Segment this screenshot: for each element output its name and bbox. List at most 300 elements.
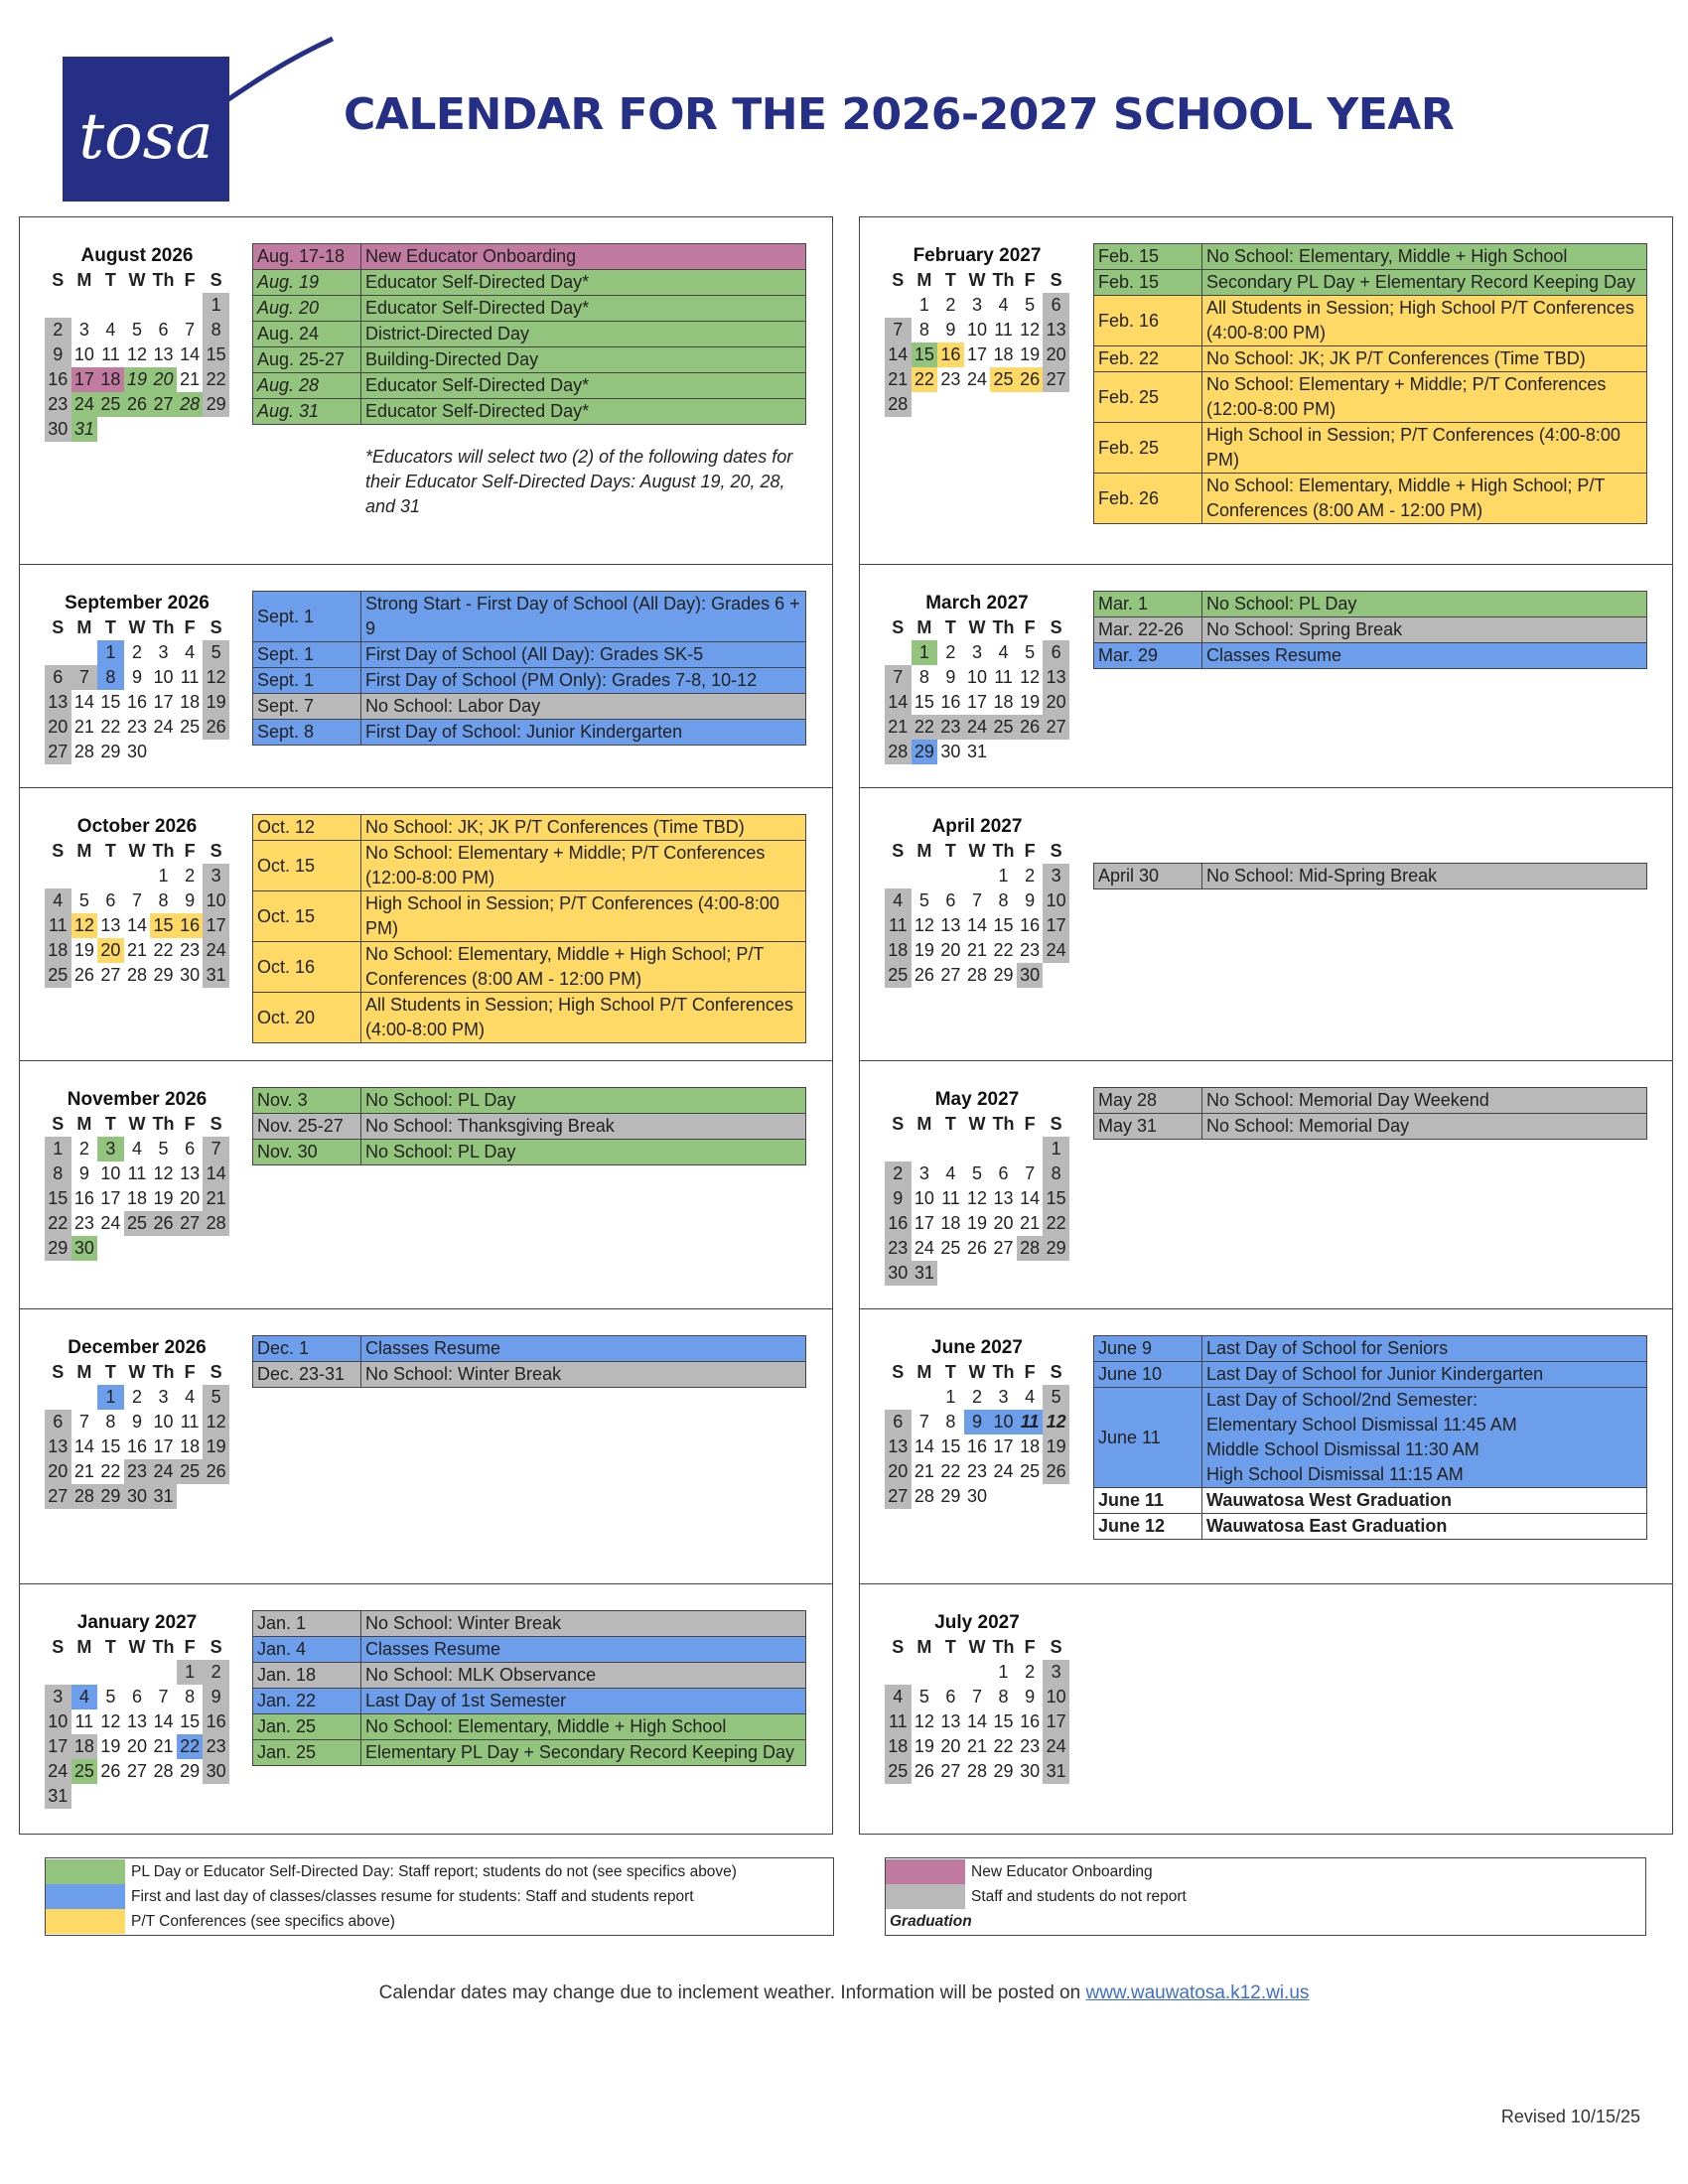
calendar-day: 7 [885,318,912,342]
event-date: Oct. 15 [253,841,361,891]
weekday-label: F [184,617,196,637]
calendar-day: 17 [1043,1709,1069,1734]
event-date: Feb. 25 [1094,372,1202,423]
calendar-day: 10 [966,320,987,340]
weekday-label: T [104,1362,116,1382]
calendar-day: 23 [966,1461,987,1481]
calendar-day: 22 [100,1461,121,1481]
month-title: March 2027 [925,593,1029,614]
calendar-day: 24 [1043,938,1069,963]
calendar-day: 8 [45,1161,71,1186]
calendar-blank [1017,1484,1044,1509]
calendar-day: 18 [993,692,1014,712]
calendar-blank [885,293,912,318]
legend-item-pl-day [46,1859,833,1884]
calendar-blank [71,640,98,665]
calendar-day: 20 [150,367,177,392]
calendar-day: 29 [180,1761,201,1781]
calendar-day: 31 [203,963,229,988]
calendar-day: 2 [945,642,956,662]
calendar-day: 23 [126,717,147,737]
calendar-day: 2 [1025,866,1036,886]
event-row [1094,346,1647,372]
legend-item-first-last-day [46,1884,833,1909]
educator-self-directed-note: *Educators will select two (2) of the following dates for their Educator Self-Directed Days: August 19, 20, 28, and 31 [365,447,793,516]
revised-date: Revised 10/15/25 [1500,2107,1640,2126]
event-description: Classes Resume [1202,643,1647,669]
calendar-day: 24 [100,1213,121,1233]
calendar-day: 22 [1043,1211,1069,1236]
calendar-day: 19 [1020,692,1041,712]
weekday-label: S [52,1114,65,1134]
calendar-day: 23 [73,1213,94,1233]
events-table [1093,591,1647,669]
calendar-day: 1 [945,1387,956,1407]
calendar-day: 1 [203,293,229,318]
calendar-blank [177,1484,204,1509]
weekday-label: S [52,1362,65,1382]
weekday-label: M [916,841,932,861]
weekday-label: S [892,841,905,861]
calendar-blank [177,740,204,764]
calendar-day: 30 [124,1484,151,1509]
weekday-label: W [128,1362,146,1382]
calendar-day: 15 [100,1436,121,1456]
calendar-day: 27 [177,1211,204,1236]
event-date: June 10 [1094,1362,1202,1388]
calendar-day: 9 [131,1412,142,1432]
event-description: High School in Session; P/T Conferences (4:00-8:00 PM) [361,891,806,942]
legend-item-conferences [46,1909,833,1934]
calendar-day: 6 [1043,293,1069,318]
calendar-day: 4 [885,888,912,913]
calendar-day: 19 [203,1434,229,1459]
calendar-day: 5 [105,1687,116,1706]
calendar-day: 16 [45,367,71,392]
calendar-day: 7 [1025,1163,1036,1183]
weekday-label: S [210,1114,222,1134]
calendar-blank [203,740,229,764]
calendar-blank [1043,392,1069,417]
events-table [252,591,806,746]
calendar-day: 13 [940,1711,961,1731]
event-date: Oct. 16 [253,942,361,993]
event-date: Feb. 26 [1094,474,1202,524]
calendar-day: 11 [994,320,1013,340]
calendar-blank [45,864,71,888]
calendar-day: 30 [940,742,961,761]
event-description: Last Day of School for Junior Kindergarten [1202,1362,1647,1388]
event-date: Nov. 30 [253,1140,361,1165]
month-calendar [45,591,229,764]
legend-label: First and last day of classes/classes resume for students: Staff and students report [131,1887,694,1905]
calendar-day: 31 [1043,1759,1069,1784]
calendar-day: 29 [203,392,229,417]
calendar-blank [937,864,964,888]
calendar-blank [124,864,151,888]
event-row [253,347,806,373]
calendar-day: 6 [45,1410,71,1434]
calendar-day: 22 [45,1211,71,1236]
calendar-blank [885,1660,912,1685]
calendar-day: 17 [203,913,229,938]
calendar-day: 18 [180,692,201,712]
calendar-day: 3 [918,1163,929,1183]
event-row [253,1114,806,1140]
weekday-header [45,1360,229,1385]
event-description: No School: Memorial Day [1202,1114,1647,1140]
weekday-label: Th [992,841,1015,861]
calendar-day: 6 [945,1687,956,1706]
event-description: No School: Elementary, Middle + High School [361,1714,806,1740]
weekday-label: S [52,617,65,637]
month-calendar [885,591,1069,764]
event-date: Feb. 15 [1094,270,1202,296]
calendar-day: 13 [1043,318,1069,342]
month-title: December 2026 [68,1337,207,1358]
calendar-day: 11 [1017,1410,1044,1434]
event-description: No School: Thanksgiving Break [361,1114,806,1140]
event-description: District-Directed Day [361,322,806,347]
calendar-day: 7 [971,890,982,910]
calendar-day: 29 [153,965,174,985]
calendar-day: 9 [945,320,956,340]
weekday-label: W [128,270,146,290]
event-description: No School: JK; JK P/T Conferences (Time TBD) [1202,346,1647,372]
calendar-day: 15 [180,1711,201,1731]
weekday-header [885,615,1069,640]
calendar-day: 29 [1043,1236,1069,1261]
calendar-day: 13 [100,915,121,935]
weekday-label: M [916,270,932,290]
weekday-label: M [76,841,92,861]
event-row [253,1714,806,1740]
calendar-day: 19 [124,367,151,392]
event-description: First Day of School (All Day): Grades SK-5 [361,642,806,668]
event-row [253,1689,806,1714]
legend-swatch [886,1884,965,1909]
event-row [253,1140,806,1165]
calendar-day: 1 [45,1137,71,1161]
calendar-day: 14 [1020,1188,1041,1208]
weekday-label: S [892,270,905,290]
calendar-day: 26 [914,1761,934,1781]
event-description: Educator Self-Directed Day* [361,399,806,425]
calendar-day: 6 [1043,640,1069,665]
calendar-day: 15 [150,913,177,938]
event-row [253,891,806,942]
calendar-day: 11 [180,667,200,687]
calendar-day: 24 [1043,1734,1069,1759]
calendar-day: 31 [71,417,98,442]
weekday-label: F [1024,841,1036,861]
calendar-day: 14 [885,690,912,715]
calendar-day: 11 [74,1711,94,1731]
calendar-day: 2 [203,1660,229,1685]
weekday-label: Th [152,617,175,637]
calendar-day: 18 [1020,1436,1041,1456]
tosa-logo [63,57,229,202]
weekday-label: T [944,1362,956,1382]
calendar-day: 16 [203,1709,229,1734]
calendar-day: 20 [993,1213,1014,1233]
calendar-day: 21 [966,940,987,960]
calendar-day: 23 [203,1734,229,1759]
calendar-day: 15 [1043,1186,1069,1211]
calendar-day: 26 [203,715,229,740]
weekday-label: S [892,1362,905,1382]
weekday-label: T [944,617,956,637]
calendar-day: 7 [78,1412,89,1432]
weekday-label: S [892,1114,905,1134]
calendar-blank [177,1236,204,1261]
calendar-day: 3 [158,1387,169,1407]
calendar-day: 6 [998,1163,1009,1183]
event-description: Educator Self-Directed Day* [361,270,806,296]
weekday-label: F [184,841,196,861]
calendar-day: 11 [180,1412,200,1432]
weekday-label: F [184,1114,196,1134]
calendar-blank [885,640,912,665]
weekday-label: W [968,617,986,637]
event-description: No School: PL Day [1202,592,1647,617]
weekday-label: M [76,1362,92,1382]
calendar-day: 31 [966,742,987,761]
calendar-day: 26 [1017,367,1044,392]
calendar-day: 10 [153,1412,174,1432]
calendar-day: 26 [914,965,934,985]
event-row [1094,1088,1647,1114]
calendar-blank [990,392,1017,417]
event-description: No School: Elementary + Middle; P/T Conferences (12:00-8:00 PM) [361,841,806,891]
calendar-day: 14 [73,692,94,712]
calendar-blank [203,1236,229,1261]
calendar-day: 8 [185,1687,196,1706]
calendar-day: 31 [45,1784,71,1809]
calendar-day: 5 [1025,642,1036,662]
event-row [253,1637,806,1663]
calendar-day: 28 [914,1486,934,1506]
event-date: Oct. 12 [253,815,361,841]
calendar-blank [912,1137,938,1161]
calendar-day: 3 [971,295,982,315]
event-row [253,694,806,720]
calendar-day: 18 [885,1734,912,1759]
calendar-day: 17 [993,1436,1014,1456]
event-description: No School: JK; JK P/T Conferences (Time TBD) [361,815,806,841]
weekday-label: T [104,617,116,637]
calendar-day: 21 [966,1736,987,1756]
legend-item-graduation [886,1909,1645,1934]
legend-label: P/T Conferences (see specifics above) [131,1912,395,1930]
event-row [1094,244,1647,270]
calendar-day: 24 [153,717,174,737]
calendar-day: 20 [1043,690,1069,715]
calendar-day: 20 [126,1736,147,1756]
month-calendar [885,814,1069,988]
calendar-blank [150,293,177,318]
event-description: No School: Spring Break [1202,617,1647,643]
calendar-day: 3 [97,1137,124,1161]
weekday-header [45,1635,229,1660]
calendar-day: 23 [180,940,201,960]
calendar-day: 27 [126,1761,147,1781]
calendar-day: 5 [158,1139,169,1159]
event-description: No School: Winter Break [361,1611,806,1637]
footer-text: Calendar dates may change due to inclement weather. Information will be posted on [378,1982,1086,2003]
calendar-blank [1043,1484,1069,1509]
calendar-day: 1 [158,866,169,886]
calendar-day: 29 [940,1486,961,1506]
weekday-label: F [1024,270,1036,290]
calendar-day: 21 [73,717,94,737]
calendar-day: 10 [1043,1685,1069,1709]
month-title: July 2027 [934,1612,1020,1633]
event-date: Sept. 1 [253,592,361,642]
weekday-label: T [104,270,116,290]
calendar-day: 28 [73,742,94,761]
calendar-day: 27 [1043,715,1069,740]
calendar-day: 22 [153,940,174,960]
weekday-label: S [52,270,65,290]
calendar-blank [203,1484,229,1509]
event-row [1094,270,1647,296]
events-table [1093,1335,1647,1540]
event-description: High School in Session; P/T Conferences (4:00-8:00 PM) [1202,423,1647,474]
calendar-day: 26 [73,965,94,985]
calendar-day: 8 [97,665,124,690]
calendar-day: 6 [105,890,116,910]
weekday-label: S [210,841,222,861]
calendar-day: 13 [180,1163,201,1183]
weekday-header [885,1360,1069,1385]
calendar-day: 17 [71,367,98,392]
calendar-day: 24 [966,369,987,389]
weekday-label: W [128,617,146,637]
calendar-day: 17 [153,692,174,712]
calendar-day: 3 [1043,864,1069,888]
calendar-blank [964,864,991,888]
calendar-day: 15 [100,692,121,712]
calendar-day: 14 [126,915,147,935]
calendar-blank [1017,1137,1044,1161]
event-description: Wauwatosa West Graduation [1202,1488,1647,1514]
calendar-day: 14 [966,1711,987,1731]
calendar-day: 13 [885,1434,912,1459]
calendar-day: 27 [940,965,961,985]
calendar-day: 26 [100,1761,121,1781]
event-description: Wauwatosa East Graduation [1202,1514,1647,1540]
calendar-day: 2 [1025,1662,1036,1682]
calendar-day: 16 [126,692,147,712]
calendar-day: 20 [940,940,961,960]
calendar-day: 11 [885,913,912,938]
event-date: Sept. 1 [253,642,361,668]
calendar-day: 19 [914,940,934,960]
event-date: Jan. 1 [253,1611,361,1637]
event-date: Jan. 25 [253,1740,361,1766]
calendar-day: 8 [158,890,169,910]
calendar-blank [990,1484,1017,1509]
calendar-day: 11 [45,913,71,938]
calendar-day: 28 [885,392,912,417]
calendar-blank [150,1784,177,1809]
calendar-day: 7 [885,665,912,690]
weekday-label: S [892,617,905,637]
calendar-day: 23 [940,369,961,389]
weekday-header [45,268,229,293]
calendar-day: 30 [1020,1761,1041,1781]
event-description: All Students in Session; High School P/T Conferences (4:00-8:00 PM) [1202,296,1647,346]
event-description: Elementary PL Day + Secondary Record Keeping Day [361,1740,806,1766]
calendar-day: 4 [185,642,196,662]
calendar-day: 4 [945,1163,956,1183]
calendar-day: 1 [918,295,929,315]
event-description: All Students in Session; High School P/T Conferences (4:00-8:00 PM) [361,993,806,1043]
weekday-header [885,839,1069,864]
event-row [253,1611,806,1637]
calendar-day: 18 [180,1436,201,1456]
calendar-day: 2 [78,1139,89,1159]
calendar-day: 6 [131,1687,142,1706]
calendar-day: 30 [1017,963,1044,988]
calendar-day: 30 [126,742,147,761]
event-row [1094,1336,1647,1362]
weekday-label: S [210,270,222,290]
calendar-day: 18 [97,367,124,392]
weekday-label: Th [152,1362,175,1382]
month-calendar [885,1335,1069,1509]
weekday-label: S [892,1637,905,1657]
calendar-day: 22 [177,1734,204,1759]
event-description: No School: Labor Day [361,694,806,720]
calendar-blank [150,1660,177,1685]
calendar-day: 12 [203,665,229,690]
event-date: April 30 [1094,864,1202,889]
calendar-day: 29 [993,965,1014,985]
calendar-day: 25 [45,963,71,988]
calendar-day: 1 [177,1660,204,1685]
weekday-label: Th [152,841,175,861]
calendar-day: 9 [1025,1687,1036,1706]
month-calendar [45,814,229,988]
calendar-day: 5 [203,640,229,665]
month-calendar [885,243,1069,417]
weekday-label: S [52,841,65,861]
calendar-day: 19 [1043,1434,1069,1459]
event-description: New Educator Onboarding [361,244,806,270]
calendar-day: 10 [914,1188,934,1208]
district-website-link[interactable]: www.wauwatosa.k12.wi.us [1085,1982,1310,2003]
calendar-day: 11 [127,1163,147,1183]
weekday-label: W [128,1114,146,1134]
calendar-day: 17 [153,1436,174,1456]
calendar-blank [150,417,177,442]
calendar-day: 9 [1025,890,1036,910]
calendar-day: 22 [912,367,938,392]
event-date: Feb. 15 [1094,244,1202,270]
calendar-blank [1043,963,1069,988]
calendar-day: 31 [912,1261,938,1286]
calendar-day: 13 [993,1188,1014,1208]
calendar-day: 11 [994,667,1013,687]
month-calendar [45,1087,229,1261]
calendar-blank [124,1660,151,1685]
calendar-day: 28 [885,740,912,764]
calendar-day: 12 [1020,320,1041,340]
calendar-day: 22 [203,367,229,392]
weekday-label: F [1024,1362,1036,1382]
